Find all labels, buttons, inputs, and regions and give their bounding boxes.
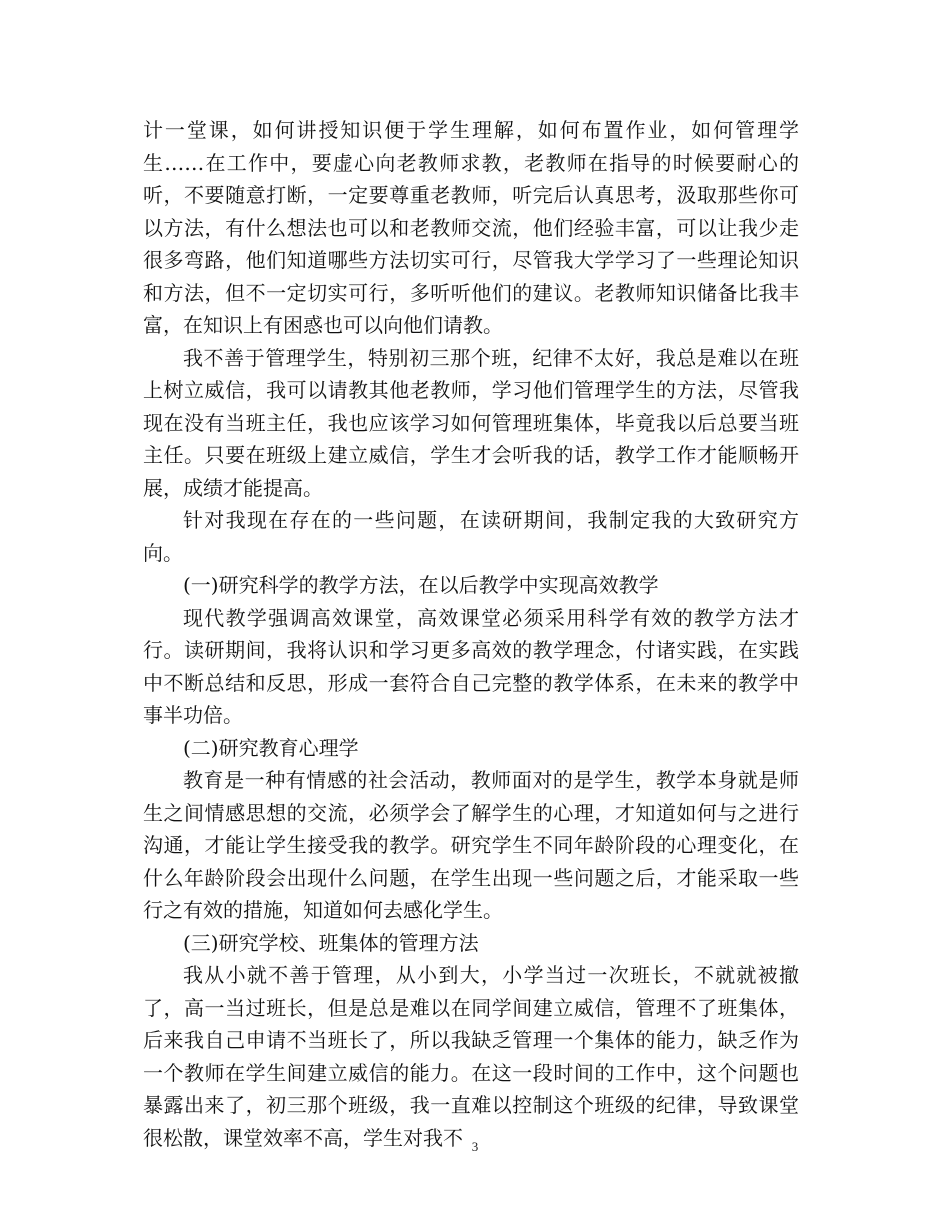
page-number: 3 xyxy=(471,1139,479,1154)
document-body xyxy=(143,114,799,1154)
body-paragraph: 我不善于管理学生，特别初三那个班，纪律不太好，我总是难以在班上树立威信，我可以请教其他老教师，学习他们管理学生的方法，尽管我现在没有当班主任，我也应该学习如何管理班集体，毕竟我以后总要当班主任。只要在班级上建立威信，学生才会听我的话，教学工作才能顺畅开展，成绩才能提高。 xyxy=(143,345,799,500)
body-paragraph: 现代教学强调高效课堂，高效课堂必须采用科学有效的教学方法才行。读研期间，我将认识和学习更多高效的教学理念，付诸实践，在实践中不断总结和反思，形成一套符合自己完整的教学体系，在未来的教学中事半功倍。 xyxy=(143,605,799,727)
body-paragraph: 教育是一种有情感的社会活动，教师面对的是学生，教学本身就是师生之间情感思想的交流，必须学会了解学生的心理，才知道如何与之进行沟通，才能让学生接受我的教学。研究学生不同年龄阶段的心理变化，在什么年龄阶段会出现什么问题，在学生出现一些问题之后，才能采取一些行之有效的措施，知道如何去感化学生。 xyxy=(143,768,799,922)
section-heading: (三)研究学校、班集体的管理方法 xyxy=(183,930,479,955)
section-heading: (二)研究教育心理学 xyxy=(183,735,359,760)
body-paragraph: 我从小就不善于管理，从小到大，小学当过一次班长，不就就被撤了，高一当过班长，但是总是难以在同学间建立威信，管理不了班集体，后来我自己申请不当班长了，所以我缺乏管理一个集体的能力，缺乏作为一个教师在学生间建立威信的能力。在这一段时间的工作中，这个问题也暴露出来了，初三那个班级，我一直难以控制这个班级的纪律，导致课堂很松散，课堂效率不高，学生对我不 xyxy=(143,963,799,1150)
body-paragraph: 针对我现在存在的一些问题，在读研期间，我制定我的大致研究方向。 xyxy=(143,508,799,565)
section-heading: (一)研究科学的教学方法，在以后教学中实现高效教学 xyxy=(183,573,659,597)
body-paragraph: 计一堂课，如何讲授知识便于学生理解，如何布置作业，如何管理学生……在工作中，要虚心向老教师求教，老教师在指导的时候要耐心的听，不要随意打断，一定要尊重老教师，听完后认真思考，汲取那些你可以方法，有什么想法也可以和老教师交流，他们经验丰富，可以让我少走很多弯路，他们知道哪些方法切实可行，尽管我大学学习了一些理论知识和方法，但不一定切实可行，多听听他们的建议。老教师知识储备比我丰富，在知识上有困惑也可以向他们请教。 xyxy=(143,118,799,337)
